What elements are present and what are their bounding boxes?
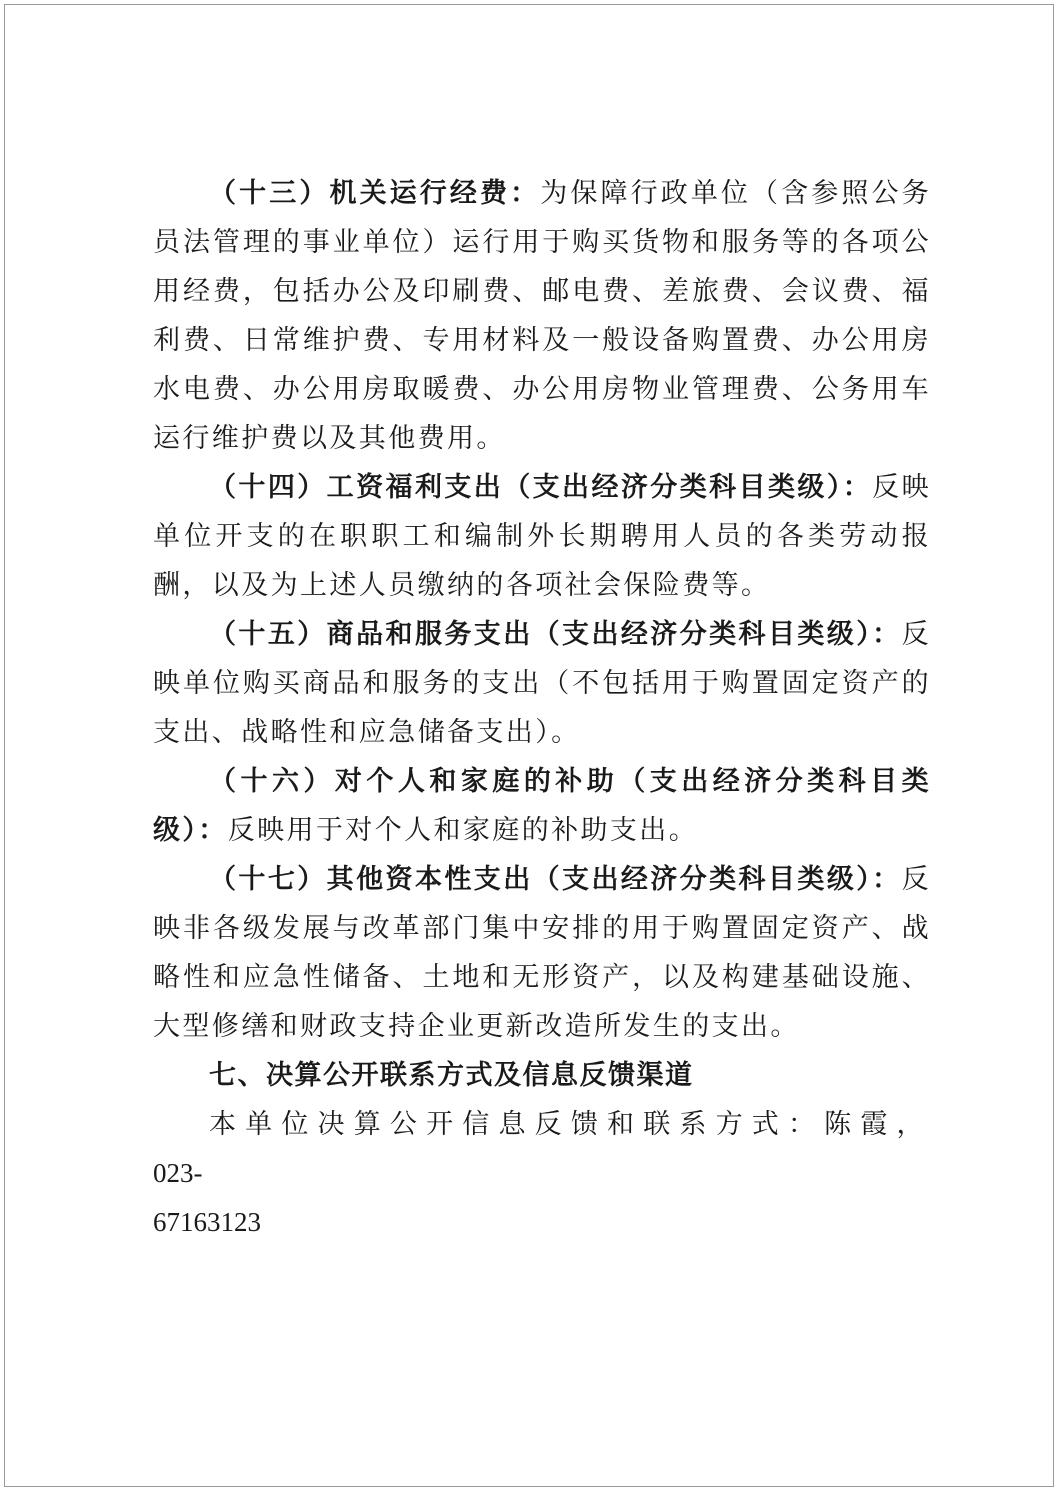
paragraph-15-text: 反映单位购买商品和服务的支出（不包括用于购置固定资产的支出、战略性和应急储备支出）。	[153, 619, 931, 748]
paragraph-13-lead: （十三）机关运行经费：	[209, 178, 541, 209]
paragraph-14-lead: （十四）工资福利支出（支出经济分类科目类级）：	[209, 472, 873, 503]
paragraph-16-lead: （十六）对个人和家庭的补助（支出经济分类科目类级）：	[153, 766, 931, 846]
paragraph-16	[153, 757, 931, 855]
paragraph-13	[153, 169, 931, 463]
paragraph-17-text: 反映非各级发展与改革部门集中安排的用于购置固定资产、战略性和应急性储备、土地和无形资产，以及构建基础设施、大型修缮和财政支持企业更新改造所发生的支出。	[153, 864, 931, 1042]
section-heading: 七、决算公开联系方式及信息反馈渠道	[209, 1060, 694, 1091]
paragraph-15-lead: （十五）商品和服务支出（支出经济分类科目类级）：	[209, 619, 902, 650]
paragraph-13-text: 为保障行政单位（含参照公务员法管理的事业单位）运行用于购买货物和服务等的各项公用经费，包括办公及印刷费、邮电费、差旅费、会议费、福利费、日常维护费、专用材料及一般设备购置费、办公用房水电费、办公用房取暖费、办公用房物业管理费、公务用车运行维护费以及其他费用。	[153, 178, 932, 454]
contact-text: 本单位决算公开信息反馈和联系方式：陈霞，	[209, 1109, 931, 1140]
paragraph-17	[153, 855, 931, 1051]
paragraph-14-text: 反映单位开支的在职职工和编制外长期聘用人员的各类劳动报酬，以及为上述人员缴纳的各项社会保险费等。	[153, 472, 931, 601]
phone-number: 67163123	[153, 1207, 261, 1237]
paragraph-14	[153, 463, 931, 610]
page	[4, 4, 1054, 1487]
paragraph-17-lead: （十七）其他资本性支出（支出经济分类科目类级）：	[209, 864, 902, 895]
paragraph-15	[153, 610, 931, 757]
document-body	[153, 169, 931, 1247]
paragraph-16-text: 反映用于对个人和家庭的补助支出。	[227, 815, 699, 846]
contact-line	[153, 1100, 931, 1198]
phone-area-code: 023-	[153, 1158, 203, 1188]
